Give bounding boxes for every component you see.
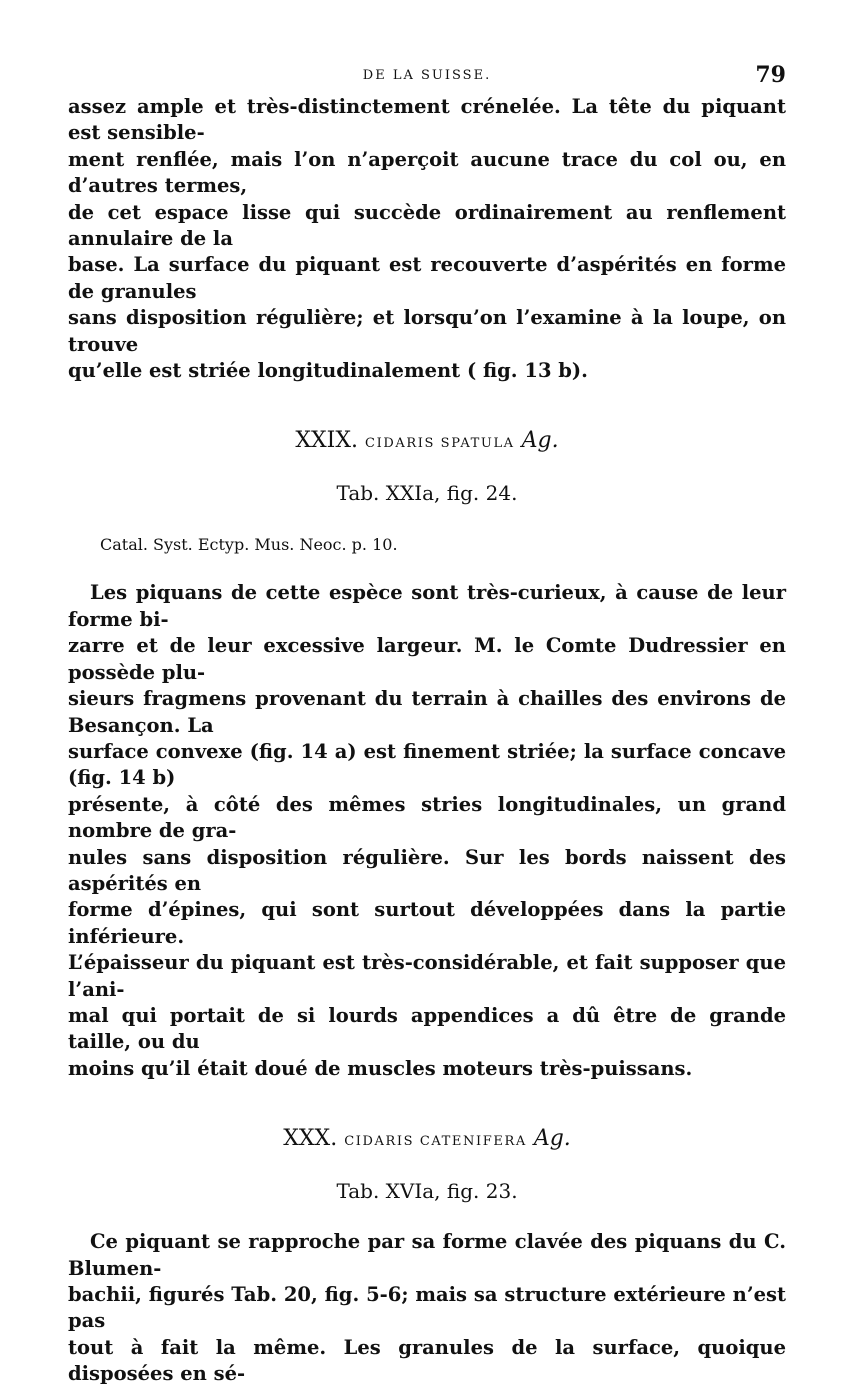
- text-line: bachii, figurés Tab. 20, fig. 5-6; mais sa structure extérieure n’est pas: [68, 1283, 786, 1333]
- species-description: [68, 580, 786, 1082]
- species-name: CIDARIS CATENIFERA: [344, 1134, 527, 1150]
- species-name: CIDARIS SPATULA: [365, 436, 515, 452]
- text-line: zarre et de leur excessive largeur. M. le Comte Dudressier en possède plu-: [68, 634, 786, 684]
- text-line: qu’elle est striée longitudinalement ( fig. 13 b).: [68, 359, 588, 383]
- plate-reference: Tab. XXIa, fig. 24.: [336, 481, 518, 506]
- intro-paragraph: [68, 94, 786, 384]
- text-line: forme d’épines, qui sont surtout développées dans la partie inférieure.: [68, 898, 786, 948]
- text-line: ment renflée, mais l’on n’aperçoit aucune trace du col ou, en d’autres termes,: [68, 147, 786, 198]
- text-line: tout à fait la même. Les granules de la surface, quoique disposées en sé-: [68, 1335, 786, 1386]
- text-line: assez ample et très-distinctement crénelée. La tête du piquant est sensible-: [68, 95, 786, 145]
- text-line: de cet espace lisse qui succède ordinairement au renflement annulaire de la: [68, 200, 786, 251]
- text-line: Les piquans de cette espèce sont très-curieux, à cause de leur forme bi-: [68, 581, 786, 631]
- text-line: présente, à côté des mêmes stries longitudinales, un grand nombre de gra-: [68, 792, 786, 843]
- catalog-reference: Catal. Syst. Ectyp. Mus. Neoc. p. 10.: [100, 535, 398, 555]
- species-author: Ag.: [521, 428, 559, 454]
- text-line: surface convexe (fig. 14 a) est finement striée; la surface concave (fig. 14 b): [68, 739, 786, 790]
- text-line: sieurs fragmens provenant du terrain à chailles des environs de Besançon. La: [68, 687, 786, 737]
- species-author: Ag.: [533, 1126, 571, 1152]
- text-line: sans disposition régulière; et lorsqu’on l’examine à la loupe, on trouve: [68, 306, 786, 356]
- section-number: XXX.: [283, 1126, 338, 1152]
- text-line: Ce piquant se rapproche par sa forme clavée des piquans du C. Blumen-: [68, 1230, 786, 1280]
- section-heading: [68, 428, 786, 453]
- document-page: [68, 58, 786, 1388]
- text-line: base. La surface du piquant est recouverte d’aspérités en forme de granules: [68, 253, 786, 303]
- plate-reference: Tab. XVIa, fig. 23.: [336, 1179, 518, 1204]
- page-number: 79: [755, 62, 786, 88]
- running-title: DE LA SUISSE.: [362, 68, 492, 83]
- section-number: XXIX.: [295, 428, 359, 454]
- section-heading: [68, 1126, 786, 1151]
- page-header: [68, 58, 786, 94]
- text-line: L’épaisseur du piquant est très-considérable, et fait supposer que l’ani-: [68, 951, 786, 1001]
- text-line: nules sans disposition régulière. Sur les bords naissent des aspérités en: [68, 845, 786, 895]
- text-line: mal qui portait de si lourds appendices a dû être de grande taille, ou du: [68, 1003, 786, 1054]
- species-description: [68, 1229, 786, 1387]
- text-line: moins qu’il était doué de muscles moteurs très-puissans.: [68, 1056, 693, 1080]
